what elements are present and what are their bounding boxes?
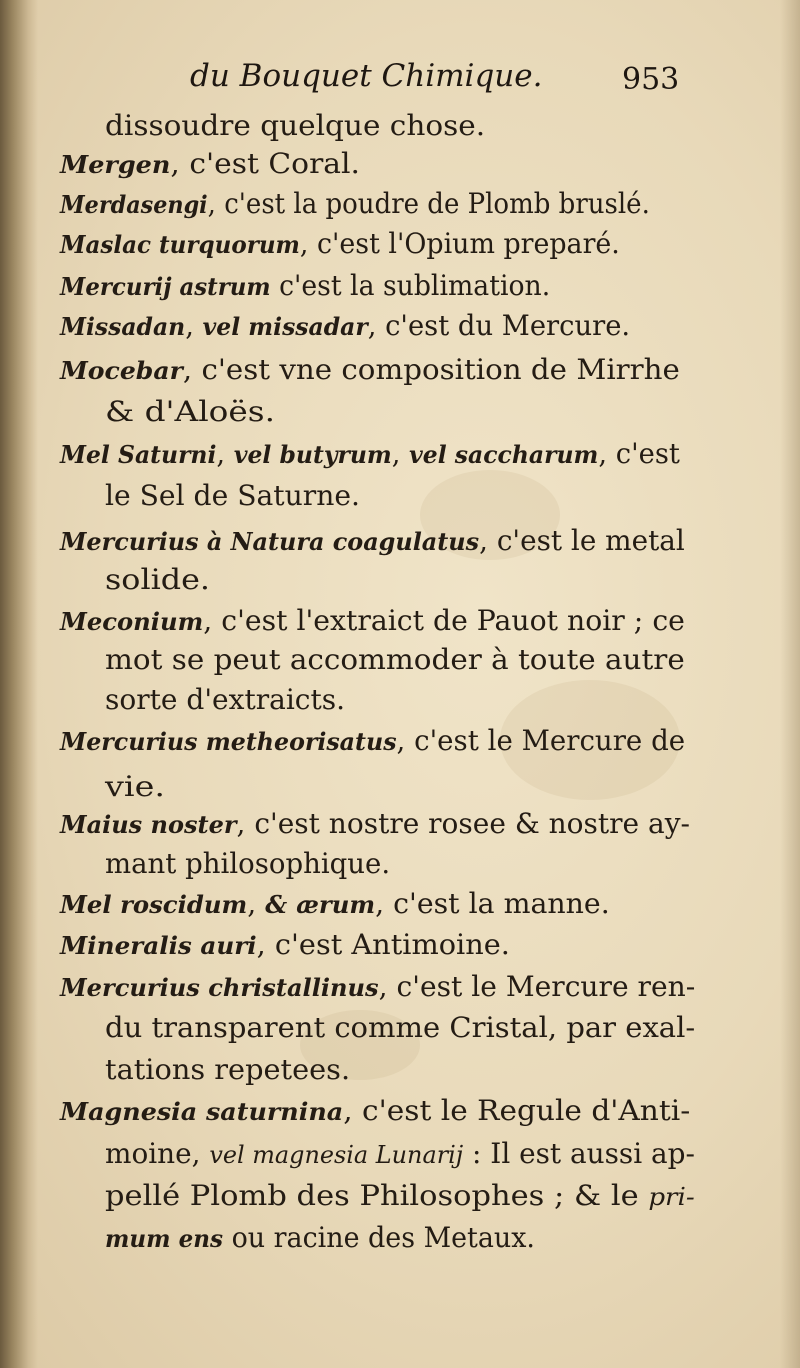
text-line [105,847,391,880]
text-line [60,970,696,1003]
text-line [60,887,610,920]
line-text: , [216,437,234,470]
text-line [60,524,685,557]
line-text: , c'est vne composition de Mirrhe [182,353,680,386]
latin-term: Maius noster [60,810,237,839]
line-text: , [247,887,266,920]
line-text: pellé Plomb des Philosophes ; & le [105,1179,649,1212]
line-text: , c'est l'Opium preparé. [299,227,620,260]
line-text: , c'est le Regule d'Anti- [343,1094,691,1127]
latin-term: Missadan [60,312,186,341]
latin-term: mum ens [105,1224,224,1253]
latin-term: Mocebar [60,356,183,385]
latin-term: Mercurij astrum [60,272,271,301]
text-line [105,1011,696,1044]
text-line [60,437,680,470]
line-text: mant philosophique. [105,847,391,880]
latin-term: Mercurius christallinus [60,973,379,1002]
line-text: & d'Aloës. [105,395,276,428]
line-text: , c'est Antimoine. [256,928,510,961]
line-text: vie. [105,770,165,803]
text-line [60,147,360,180]
line-text: , c'est le Mercure de [396,724,686,757]
latin-term: vel missadar [202,312,368,341]
latin-term: Magnesia saturnina [60,1097,344,1126]
latin-term: pri- [648,1183,695,1211]
line-text: , [185,309,203,342]
latin-term: vel magnesia Lunarij [209,1141,464,1169]
latin-term: Mel roscidum [60,890,248,919]
running-title: du Bouquet Chimique. [190,58,543,94]
text-line [105,1053,351,1086]
text-line [60,807,690,840]
latin-term: ærum [296,890,376,919]
text-line [105,395,276,428]
latin-term: Merdasengi [60,190,208,219]
text-line [105,683,346,716]
latin-term: Mel Saturni [60,440,217,469]
latin-term: vel butyrum [233,440,392,469]
page-number: 953 [622,62,680,97]
text-line [105,770,165,803]
text-line [60,269,551,302]
text-line [105,1137,695,1170]
line-text: , c'est la manne. [375,887,610,920]
text-line [60,227,620,260]
line-text: , c'est Coral. [170,147,360,180]
line-text: dissoudre quelque chose. [105,109,486,142]
text-line [60,353,680,386]
line-text: , [391,437,410,470]
line-text: moine, [105,1137,210,1170]
line-text: , c'est la poudre de Plomb bruslé. [207,187,650,220]
line-text: , c'est du Mercure. [367,309,631,342]
text-line [60,309,631,342]
latin-term: Maslac turquorum [60,230,300,259]
line-text: , c'est [598,437,680,470]
line-text: tations repetees. [105,1053,351,1086]
page-edge-shadow [780,0,800,1368]
text-line [60,928,510,961]
text-line [60,187,650,220]
latin-term: Mercurius à Natura coagulatus [60,527,480,556]
line-text: sorte d'extraicts. [105,683,346,716]
page-gutter-shadow [0,0,38,1368]
line-text: c'est la sublimation. [270,269,551,302]
line-text: ou racine des Metaux. [223,1221,535,1254]
text-line [105,1179,695,1212]
latin-term: Mergen [60,150,171,179]
line-text: , c'est l'extraict de Pauot noir ; ce [203,604,685,637]
text-line [105,563,211,596]
text-line [105,109,486,142]
text-line [105,1221,535,1254]
line-text: le Sel de Saturne. [105,479,361,512]
latin-term: Mineralis auri [60,931,257,960]
line-text: , c'est nostre rosee & nostre ay- [236,807,690,840]
line-text: mot se peut accommoder à toute autre [105,643,685,676]
text-line [60,724,686,757]
latin-term: Mercurius metheorisatus [60,727,397,756]
line-text [287,887,296,920]
line-text: solide. [105,563,211,596]
latin-term: & [265,890,288,919]
text-line [60,604,685,637]
line-text: , c'est le Mercure ren- [378,970,696,1003]
line-text: : Il est aussi ap- [463,1137,695,1170]
line-text: du transparent comme Cristal, par exal- [105,1011,696,1044]
text-line [105,479,361,512]
text-line [105,643,685,676]
line-text: , c'est le metal [479,524,685,557]
latin-term: Meconium [60,607,204,636]
latin-term: vel saccharum [409,440,599,469]
text-line [60,1094,691,1127]
